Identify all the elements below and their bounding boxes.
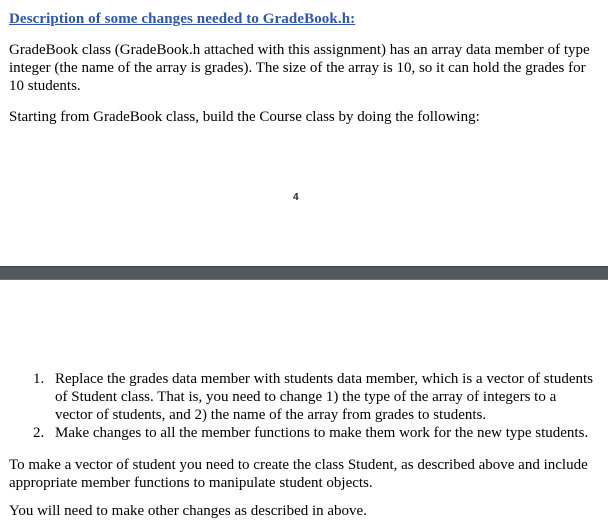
list-item-number: 2. xyxy=(33,425,45,441)
list-item xyxy=(0,424,595,442)
section-heading: Description of some changes needed to GradeBook.h: xyxy=(9,11,356,27)
student-vector-paragraph: To make a vector of student you need to create the class Student, as described above and include appropriate member functions to manipulate student objects. xyxy=(9,457,588,491)
page-separator xyxy=(0,266,608,280)
list-item-number: 1. xyxy=(33,371,45,387)
course-class-intro-paragraph: Starting from GradeBook class, build the Course class by doing the following: xyxy=(9,109,480,125)
list-item xyxy=(0,370,595,424)
page-number: 4 xyxy=(293,192,299,203)
gradebook-description-paragraph: GradeBook class (GradeBook.h attached with this assignment) has an array data member of type integer (the name of the array is grades). The size of the array is 10, so it can hold the grades for 10 students. xyxy=(9,42,590,94)
list-item-text: Make changes to all the member functions to make them work for the new type students. xyxy=(55,425,589,441)
other-changes-paragraph: You will need to make other changes as described in above. xyxy=(9,503,367,519)
instruction-list xyxy=(0,370,608,442)
list-item-text: Replace the grades data member with students data member, which is a vector of students of Student class. That is, you need to change 1) the type of the array of integers to a vector of students, and 2) the name of the array from grades to students. xyxy=(55,371,593,423)
